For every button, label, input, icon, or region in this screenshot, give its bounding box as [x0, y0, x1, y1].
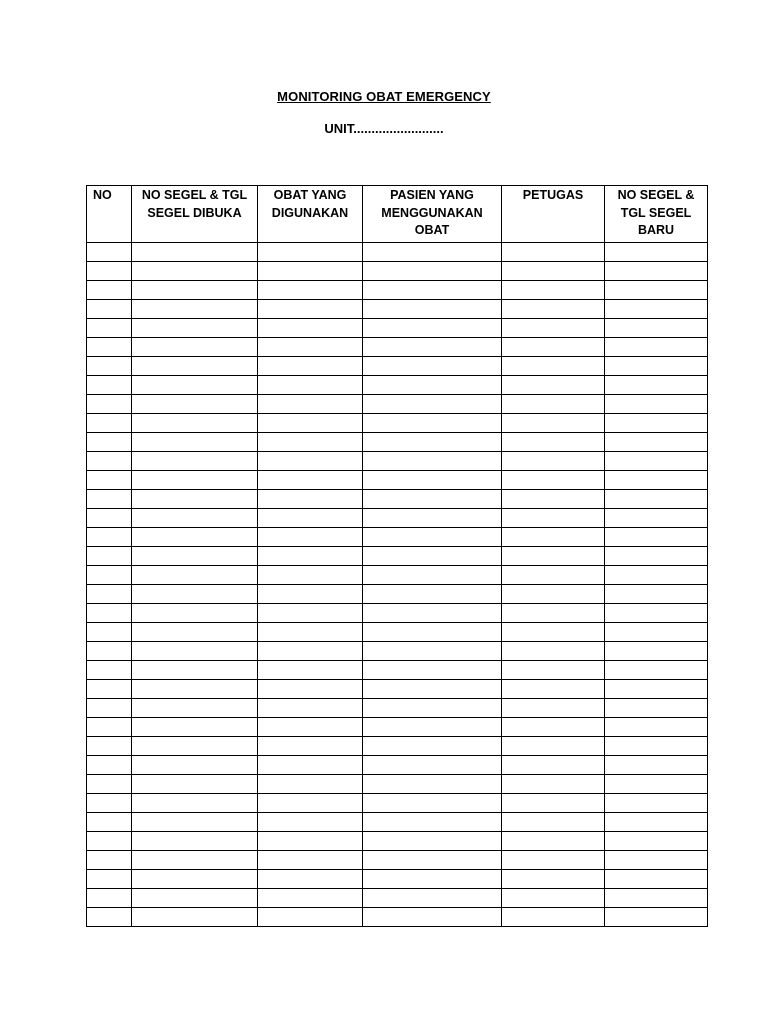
- unit-label: UNIT.........................: [324, 121, 444, 136]
- table-row: [87, 775, 708, 794]
- table-cell[interactable]: [132, 528, 258, 547]
- table-cell[interactable]: [363, 908, 502, 927]
- table-cell[interactable]: [87, 433, 132, 452]
- table-cell[interactable]: [132, 775, 258, 794]
- table-cell[interactable]: [502, 680, 605, 699]
- table-cell[interactable]: [605, 433, 708, 452]
- table-cell[interactable]: [502, 262, 605, 281]
- table-cell[interactable]: [132, 357, 258, 376]
- table-cell[interactable]: [132, 737, 258, 756]
- table-cell[interactable]: [502, 281, 605, 300]
- table-cell[interactable]: [258, 243, 363, 262]
- table-cell[interactable]: [258, 832, 363, 851]
- table-cell[interactable]: [258, 338, 363, 357]
- table-row: [87, 737, 708, 756]
- table-cell[interactable]: [87, 357, 132, 376]
- table-row: [87, 604, 708, 623]
- table-cell[interactable]: [132, 452, 258, 471]
- table-cell[interactable]: [502, 623, 605, 642]
- table-cell[interactable]: [87, 452, 132, 471]
- table-row: [87, 699, 708, 718]
- table-cell[interactable]: [258, 813, 363, 832]
- table-cell[interactable]: [132, 281, 258, 300]
- table-cell[interactable]: [502, 376, 605, 395]
- table-cell[interactable]: [87, 566, 132, 585]
- table-cell[interactable]: [363, 832, 502, 851]
- table-cell[interactable]: [605, 737, 708, 756]
- table-cell[interactable]: [363, 357, 502, 376]
- table-row: [87, 319, 708, 338]
- table-cell[interactable]: [258, 604, 363, 623]
- table-cell[interactable]: [502, 604, 605, 623]
- table-cell[interactable]: [132, 642, 258, 661]
- table-cell[interactable]: [502, 737, 605, 756]
- table-cell[interactable]: [87, 471, 132, 490]
- table-cell[interactable]: [363, 775, 502, 794]
- table-cell[interactable]: [132, 585, 258, 604]
- table-cell[interactable]: [258, 395, 363, 414]
- table-row: [87, 357, 708, 376]
- table-cell[interactable]: [258, 471, 363, 490]
- table-cell[interactable]: [363, 528, 502, 547]
- table-cell[interactable]: [87, 414, 132, 433]
- table-cell[interactable]: [502, 908, 605, 927]
- table-cell[interactable]: [605, 414, 708, 433]
- table-cell[interactable]: [132, 699, 258, 718]
- table-cell[interactable]: [605, 376, 708, 395]
- table-row: [87, 528, 708, 547]
- header-medicine-used-line2: DIGUNAKAN: [271, 205, 349, 220]
- table-cell[interactable]: [502, 528, 605, 547]
- table-cell[interactable]: [87, 262, 132, 281]
- table-cell[interactable]: [132, 300, 258, 319]
- table-cell[interactable]: [87, 870, 132, 889]
- table-cell[interactable]: [132, 243, 258, 262]
- table-cell[interactable]: [87, 300, 132, 319]
- table-cell[interactable]: [258, 737, 363, 756]
- table-row: [87, 680, 708, 699]
- table-row: [87, 642, 708, 661]
- table-cell[interactable]: [605, 357, 708, 376]
- table-row: [87, 585, 708, 604]
- table-cell[interactable]: [363, 623, 502, 642]
- table-cell[interactable]: [363, 338, 502, 357]
- table-row: [87, 623, 708, 642]
- table-cell[interactable]: [258, 585, 363, 604]
- table-cell[interactable]: [363, 661, 502, 680]
- table-cell[interactable]: [258, 509, 363, 528]
- table-cell[interactable]: [605, 680, 708, 699]
- table-cell[interactable]: [87, 509, 132, 528]
- table-cell[interactable]: [132, 604, 258, 623]
- table-cell[interactable]: [605, 623, 708, 642]
- table-cell[interactable]: [363, 680, 502, 699]
- table-cell[interactable]: [502, 661, 605, 680]
- table-cell[interactable]: [258, 262, 363, 281]
- table-cell[interactable]: [132, 471, 258, 490]
- table-row: [87, 433, 708, 452]
- header-new-seal: [605, 186, 708, 243]
- table-cell[interactable]: [502, 433, 605, 452]
- table-row: [87, 756, 708, 775]
- table-cell[interactable]: [132, 376, 258, 395]
- table-cell[interactable]: [605, 528, 708, 547]
- table-cell[interactable]: [258, 756, 363, 775]
- table-cell[interactable]: [132, 680, 258, 699]
- table-cell[interactable]: [258, 851, 363, 870]
- table-cell[interactable]: [502, 851, 605, 870]
- table-cell[interactable]: [258, 433, 363, 452]
- table-cell[interactable]: [605, 319, 708, 338]
- table-cell[interactable]: [605, 452, 708, 471]
- table-row: [87, 281, 708, 300]
- table-cell[interactable]: [258, 300, 363, 319]
- table-row: [87, 547, 708, 566]
- table-cell[interactable]: [258, 566, 363, 585]
- table-cell[interactable]: [87, 528, 132, 547]
- table-cell[interactable]: [258, 642, 363, 661]
- table-cell[interactable]: [363, 300, 502, 319]
- table-cell[interactable]: [605, 281, 708, 300]
- table-body: [87, 243, 708, 927]
- table-cell[interactable]: [87, 642, 132, 661]
- table-cell[interactable]: [605, 547, 708, 566]
- table-row: [87, 509, 708, 528]
- table-cell[interactable]: [502, 813, 605, 832]
- table-cell[interactable]: [502, 509, 605, 528]
- table-cell[interactable]: [363, 414, 502, 433]
- table-row: [87, 262, 708, 281]
- header-medicine-used-line1: OBAT YANG: [273, 188, 347, 202]
- table-cell[interactable]: [132, 889, 258, 908]
- table-header-row: [87, 186, 708, 243]
- table-cell[interactable]: [132, 756, 258, 775]
- table-cell[interactable]: [132, 623, 258, 642]
- table-cell[interactable]: [605, 262, 708, 281]
- table-cell[interactable]: [132, 414, 258, 433]
- table-cell[interactable]: [363, 642, 502, 661]
- header-seal-opened-line1: NO SEGEL & TGL: [141, 188, 248, 202]
- table-cell[interactable]: [502, 870, 605, 889]
- table-cell[interactable]: [87, 794, 132, 813]
- header-seal-opened: [132, 186, 258, 243]
- table-row: [87, 452, 708, 471]
- table-cell[interactable]: [87, 338, 132, 357]
- table-cell[interactable]: [363, 718, 502, 737]
- table-cell[interactable]: [258, 699, 363, 718]
- table-cell[interactable]: [363, 870, 502, 889]
- table-row: [87, 414, 708, 433]
- table-cell[interactable]: [87, 661, 132, 680]
- table-cell[interactable]: [605, 699, 708, 718]
- table-cell[interactable]: [87, 243, 132, 262]
- table-cell[interactable]: [502, 889, 605, 908]
- table-cell[interactable]: [258, 357, 363, 376]
- table-row: [87, 243, 708, 262]
- table-cell[interactable]: [258, 376, 363, 395]
- table-cell[interactable]: [132, 509, 258, 528]
- table-cell[interactable]: [258, 661, 363, 680]
- table-row: [87, 300, 708, 319]
- table-cell[interactable]: [258, 319, 363, 338]
- table-cell[interactable]: [363, 604, 502, 623]
- header-no: [87, 186, 132, 243]
- table-cell[interactable]: [258, 889, 363, 908]
- monitoring-table: [86, 185, 708, 927]
- header-no-line1: NO: [93, 188, 112, 202]
- table-cell[interactable]: [363, 699, 502, 718]
- table-cell[interactable]: [502, 642, 605, 661]
- table-cell[interactable]: [87, 490, 132, 509]
- table-cell[interactable]: [132, 395, 258, 414]
- table-cell[interactable]: [502, 414, 605, 433]
- table-cell[interactable]: [363, 452, 502, 471]
- table-cell[interactable]: [87, 908, 132, 927]
- header-medicine-used: [258, 186, 363, 243]
- table-cell[interactable]: [605, 471, 708, 490]
- table-cell[interactable]: [87, 319, 132, 338]
- table-cell[interactable]: [502, 775, 605, 794]
- table-row: [87, 813, 708, 832]
- table-cell[interactable]: [363, 889, 502, 908]
- table-cell[interactable]: [502, 395, 605, 414]
- table-cell[interactable]: [502, 547, 605, 566]
- table-cell[interactable]: [87, 680, 132, 699]
- table-cell[interactable]: [87, 889, 132, 908]
- table-row: [87, 889, 708, 908]
- table-cell[interactable]: [132, 547, 258, 566]
- table-cell[interactable]: [363, 433, 502, 452]
- table-cell[interactable]: [132, 851, 258, 870]
- table-cell[interactable]: [363, 243, 502, 262]
- table-cell[interactable]: [132, 832, 258, 851]
- table-row: [87, 851, 708, 870]
- table-cell[interactable]: [258, 528, 363, 547]
- table-row: [87, 395, 708, 414]
- table-row: [87, 870, 708, 889]
- table-cell[interactable]: [363, 262, 502, 281]
- table-cell[interactable]: [258, 547, 363, 566]
- table-cell[interactable]: [605, 718, 708, 737]
- table-cell[interactable]: [132, 908, 258, 927]
- table-cell[interactable]: [363, 471, 502, 490]
- table-cell[interactable]: [132, 870, 258, 889]
- table-cell[interactable]: [605, 509, 708, 528]
- table-row: [87, 661, 708, 680]
- table-cell[interactable]: [258, 870, 363, 889]
- table-cell[interactable]: [605, 756, 708, 775]
- table-cell[interactable]: [502, 338, 605, 357]
- table-cell[interactable]: [363, 490, 502, 509]
- table-cell[interactable]: [87, 604, 132, 623]
- document-title: MONITORING OBAT EMERGENCY: [277, 89, 491, 104]
- table-cell[interactable]: [605, 490, 708, 509]
- table-cell[interactable]: [502, 699, 605, 718]
- table-row: [87, 338, 708, 357]
- table-cell[interactable]: [363, 813, 502, 832]
- table-cell[interactable]: [605, 243, 708, 262]
- table-cell[interactable]: [132, 718, 258, 737]
- table-cell[interactable]: [132, 262, 258, 281]
- table-cell[interactable]: [605, 851, 708, 870]
- table-row: [87, 490, 708, 509]
- table-row: [87, 471, 708, 490]
- table-cell[interactable]: [502, 756, 605, 775]
- table-cell[interactable]: [605, 908, 708, 927]
- table-cell[interactable]: [363, 319, 502, 338]
- table-cell[interactable]: [502, 794, 605, 813]
- table-cell[interactable]: [502, 471, 605, 490]
- header-officer-line1: PETUGAS: [522, 188, 584, 202]
- table-cell[interactable]: [132, 490, 258, 509]
- table-cell[interactable]: [605, 794, 708, 813]
- header-patient: [363, 186, 502, 243]
- header-patient-line2: MENGGUNAKAN: [381, 205, 483, 220]
- table-cell[interactable]: [258, 908, 363, 927]
- header-officer: [502, 186, 605, 243]
- table-cell[interactable]: [258, 775, 363, 794]
- table-cell[interactable]: [363, 395, 502, 414]
- table-cell[interactable]: [502, 319, 605, 338]
- header-seal-opened-line2: SEGEL DIBUKA: [147, 205, 242, 220]
- table-cell[interactable]: [502, 566, 605, 585]
- table-cell[interactable]: [87, 395, 132, 414]
- table-cell[interactable]: [363, 794, 502, 813]
- table-cell[interactable]: [258, 794, 363, 813]
- table-row: [87, 908, 708, 927]
- table-cell[interactable]: [132, 338, 258, 357]
- table-cell[interactable]: [363, 376, 502, 395]
- table-cell[interactable]: [87, 718, 132, 737]
- header-new-seal-line1: NO SEGEL &: [617, 188, 695, 202]
- header-patient-line1: PASIEN YANG: [390, 188, 474, 202]
- table-cell[interactable]: [502, 357, 605, 376]
- table-cell[interactable]: [258, 490, 363, 509]
- table-cell[interactable]: [605, 889, 708, 908]
- table-cell[interactable]: [87, 737, 132, 756]
- table-cell[interactable]: [87, 281, 132, 300]
- table-cell[interactable]: [87, 756, 132, 775]
- table-cell[interactable]: [363, 585, 502, 604]
- table-cell[interactable]: [132, 566, 258, 585]
- table-cell[interactable]: [605, 585, 708, 604]
- table-cell[interactable]: [87, 547, 132, 566]
- table-cell[interactable]: [502, 832, 605, 851]
- table-cell[interactable]: [258, 414, 363, 433]
- table-cell[interactable]: [605, 300, 708, 319]
- table-cell[interactable]: [87, 699, 132, 718]
- table-cell[interactable]: [258, 281, 363, 300]
- table-cell[interactable]: [258, 718, 363, 737]
- table-cell[interactable]: [502, 718, 605, 737]
- table-cell[interactable]: [605, 338, 708, 357]
- header-new-seal-line3: BARU: [637, 223, 675, 237]
- table-cell[interactable]: [87, 851, 132, 870]
- table-cell[interactable]: [502, 243, 605, 262]
- table-cell[interactable]: [605, 870, 708, 889]
- table-cell[interactable]: [605, 832, 708, 851]
- table-row: [87, 566, 708, 585]
- table-row: [87, 376, 708, 395]
- table-cell[interactable]: [363, 756, 502, 775]
- table-cell[interactable]: [605, 642, 708, 661]
- table-cell[interactable]: [363, 737, 502, 756]
- table-cell[interactable]: [87, 623, 132, 642]
- table-cell[interactable]: [258, 623, 363, 642]
- table-row: [87, 832, 708, 851]
- header-new-seal-line2: TGL SEGEL: [620, 205, 692, 220]
- table-cell[interactable]: [132, 794, 258, 813]
- table-row: [87, 794, 708, 813]
- table-cell[interactable]: [363, 547, 502, 566]
- table-cell[interactable]: [87, 832, 132, 851]
- table-cell[interactable]: [605, 604, 708, 623]
- table-cell[interactable]: [132, 433, 258, 452]
- table-cell[interactable]: [363, 281, 502, 300]
- table-cell[interactable]: [363, 509, 502, 528]
- table-cell[interactable]: [502, 452, 605, 471]
- table-cell[interactable]: [363, 566, 502, 585]
- table-cell[interactable]: [502, 490, 605, 509]
- table-cell[interactable]: [605, 395, 708, 414]
- table-cell[interactable]: [605, 566, 708, 585]
- table-cell[interactable]: [258, 680, 363, 699]
- table-cell[interactable]: [87, 775, 132, 794]
- table-cell[interactable]: [605, 661, 708, 680]
- table-cell[interactable]: [132, 813, 258, 832]
- table-cell[interactable]: [132, 319, 258, 338]
- table-cell[interactable]: [87, 376, 132, 395]
- table-cell[interactable]: [502, 300, 605, 319]
- table-row: [87, 718, 708, 737]
- table-cell[interactable]: [87, 813, 132, 832]
- table-cell[interactable]: [605, 775, 708, 794]
- table-cell[interactable]: [87, 585, 132, 604]
- table-cell[interactable]: [605, 813, 708, 832]
- table-cell[interactable]: [363, 851, 502, 870]
- header-patient-line3: OBAT: [414, 223, 450, 237]
- table-cell[interactable]: [502, 585, 605, 604]
- table-cell[interactable]: [258, 452, 363, 471]
- table-cell[interactable]: [132, 661, 258, 680]
